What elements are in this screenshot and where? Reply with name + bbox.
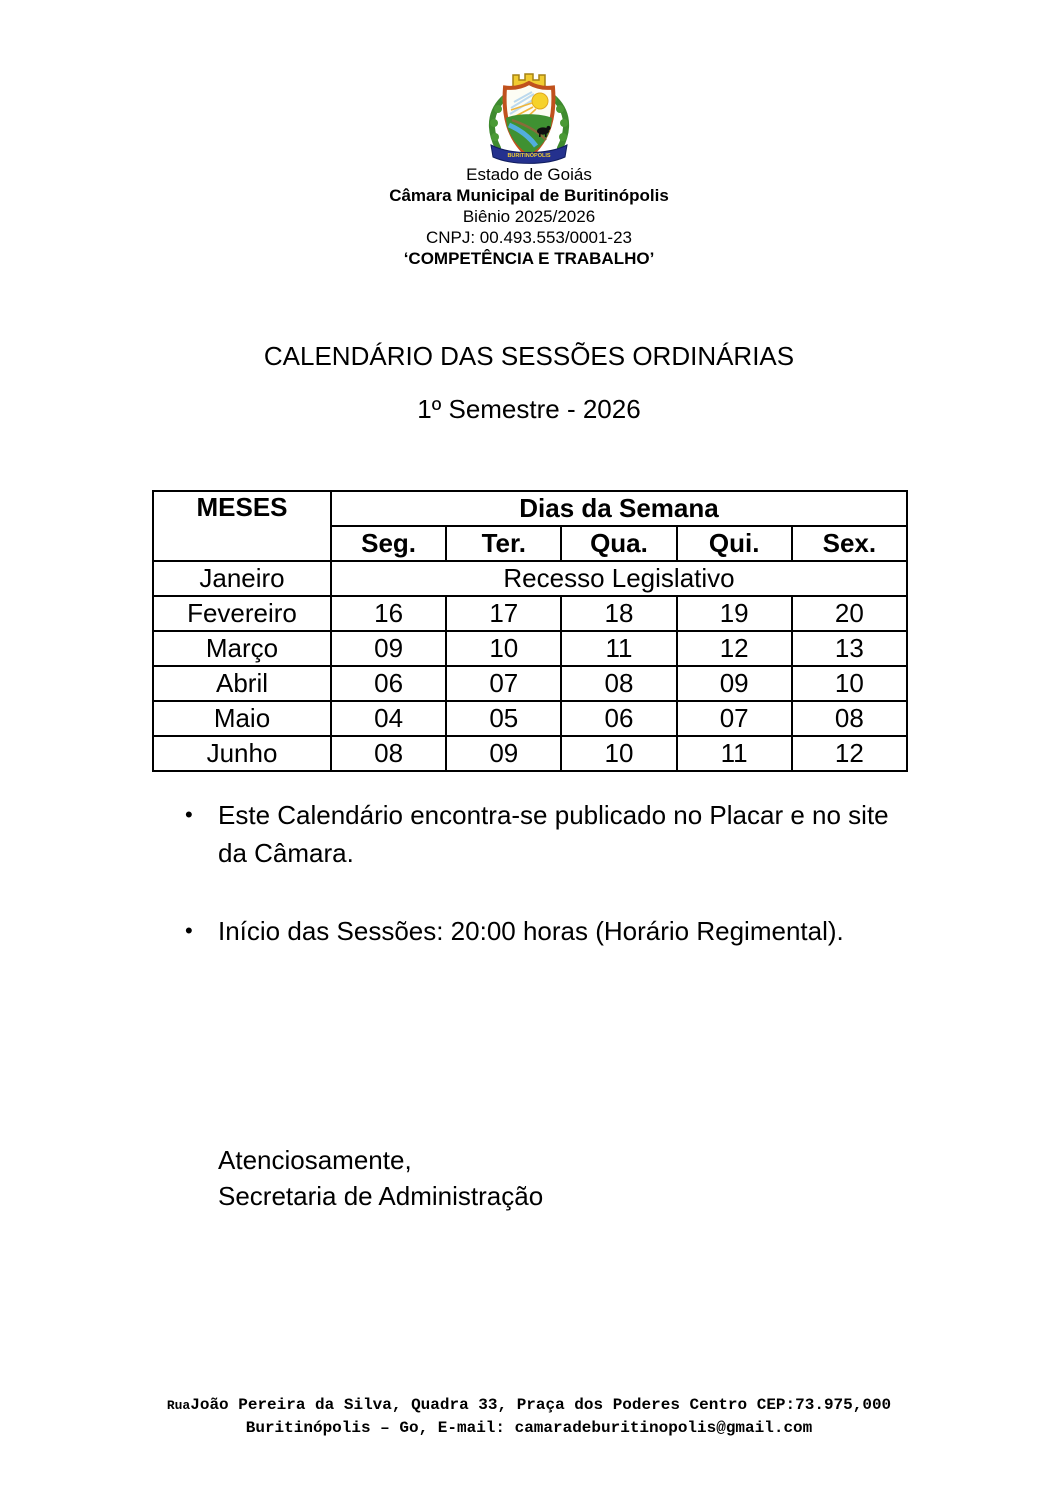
table-cell-day: 10 [792, 666, 907, 701]
table-cell-day: 10 [561, 736, 676, 771]
table-cell-day: 10 [446, 631, 561, 666]
org-header [0, 164, 1058, 269]
sessions-calendar-table [152, 490, 908, 772]
table-cell-day: 18 [561, 596, 676, 631]
column-header-meses: MESES [153, 491, 331, 561]
note-text: Este Calendário encontra-se publicado no Placar e no site da Câmara. [218, 800, 889, 868]
coat-of-arms-svg [484, 68, 574, 167]
table-cell-day: 05 [446, 701, 561, 736]
closing-signature: Secretaria de Administração [218, 1181, 544, 1211]
table-cell-day: 07 [677, 701, 792, 736]
org-state: Estado de Goiás [466, 165, 592, 184]
table-cell-month: Junho [153, 736, 331, 771]
table-cell-day: 08 [561, 666, 676, 701]
logo-ribbon-text: BURITINÓPOLIS [507, 153, 551, 159]
page-title: CALENDÁRIO DAS SESSÕES ORDINÁRIAS [263, 341, 795, 371]
table-cell-month: Janeiro [153, 561, 331, 596]
table-cell-day: 09 [677, 666, 792, 701]
column-header-seg: Seg. [331, 526, 446, 561]
table-cell-month: Fevereiro [153, 596, 331, 631]
bullet-icon: • [185, 802, 193, 827]
note-text: Início das Sessões: 20:00 horas (Horário Regimental). [218, 916, 844, 946]
column-group-header: Dias da Semana [331, 491, 907, 526]
table-cell-month: Março [153, 631, 331, 666]
table-cell-day: 08 [331, 736, 446, 771]
page-subtitle: 1º Semestre - 2026 [417, 394, 641, 424]
table-cell-day: 06 [561, 701, 676, 736]
table-row-abril [153, 666, 907, 701]
table-row-junho [153, 736, 907, 771]
list-item [185, 796, 925, 872]
table-cell-day: 12 [677, 631, 792, 666]
footer-address-text: João Pereira da Silva, Quadra 33, Praça dos Poderes Centro CEP:73.975,000 [190, 1396, 892, 1414]
org-motto: ‘COMPETÊNCIA E TRABALHO’ [403, 249, 655, 268]
table-cell-month: Abril [153, 666, 331, 701]
footer-address [0, 1394, 1058, 1417]
table-cell-day: 09 [446, 736, 561, 771]
table-cell-day: 20 [792, 596, 907, 631]
table-cell-day: 16 [331, 596, 446, 631]
table-cell-day: 08 [792, 701, 907, 736]
table-header-row-1 [153, 491, 907, 526]
table-cell-day: 17 [446, 596, 561, 631]
table-cell-day: 12 [792, 736, 907, 771]
table-cell-day: 11 [677, 736, 792, 771]
table-cell-day: 04 [331, 701, 446, 736]
table-cell-day: 19 [677, 596, 792, 631]
table-cell-day: 09 [331, 631, 446, 666]
column-header-qua: Qua. [561, 526, 676, 561]
table-cell-month: Maio [153, 701, 331, 736]
org-cnpj: CNPJ: 00.493.553/0001-23 [425, 228, 633, 247]
table-row-marco [153, 631, 907, 666]
table-cell-day: 13 [792, 631, 907, 666]
closing-salutation: Atenciosamente, [218, 1145, 412, 1175]
org-chamber: Câmara Municipal de Buritinópolis [389, 186, 669, 205]
table-cell-day: 07 [446, 666, 561, 701]
page-footer [0, 1394, 1058, 1440]
table-row-fevereiro [153, 596, 907, 631]
table-row-janeiro [153, 561, 907, 596]
column-header-qui: Qui. [677, 526, 792, 561]
coat-of-arms-icon [484, 68, 574, 167]
closing-block [218, 1142, 543, 1214]
org-biennium: Biênio 2025/2026 [462, 207, 596, 226]
table-cell-day: 11 [561, 631, 676, 666]
table-cell-day: 06 [331, 666, 446, 701]
table-cell-recess: Recesso Legislativo [331, 561, 907, 596]
notes-list [185, 796, 925, 950]
footer-address-prefix: Rua [166, 1398, 191, 1413]
bullet-icon: • [185, 918, 193, 943]
column-header-ter: Ter. [446, 526, 561, 561]
list-item [185, 912, 925, 950]
column-header-sex: Sex. [792, 526, 907, 561]
table-row-maio [153, 701, 907, 736]
footer-contact: Buritinópolis – Go, E-mail: camaradeburitinopolis@gmail.com [245, 1419, 813, 1437]
